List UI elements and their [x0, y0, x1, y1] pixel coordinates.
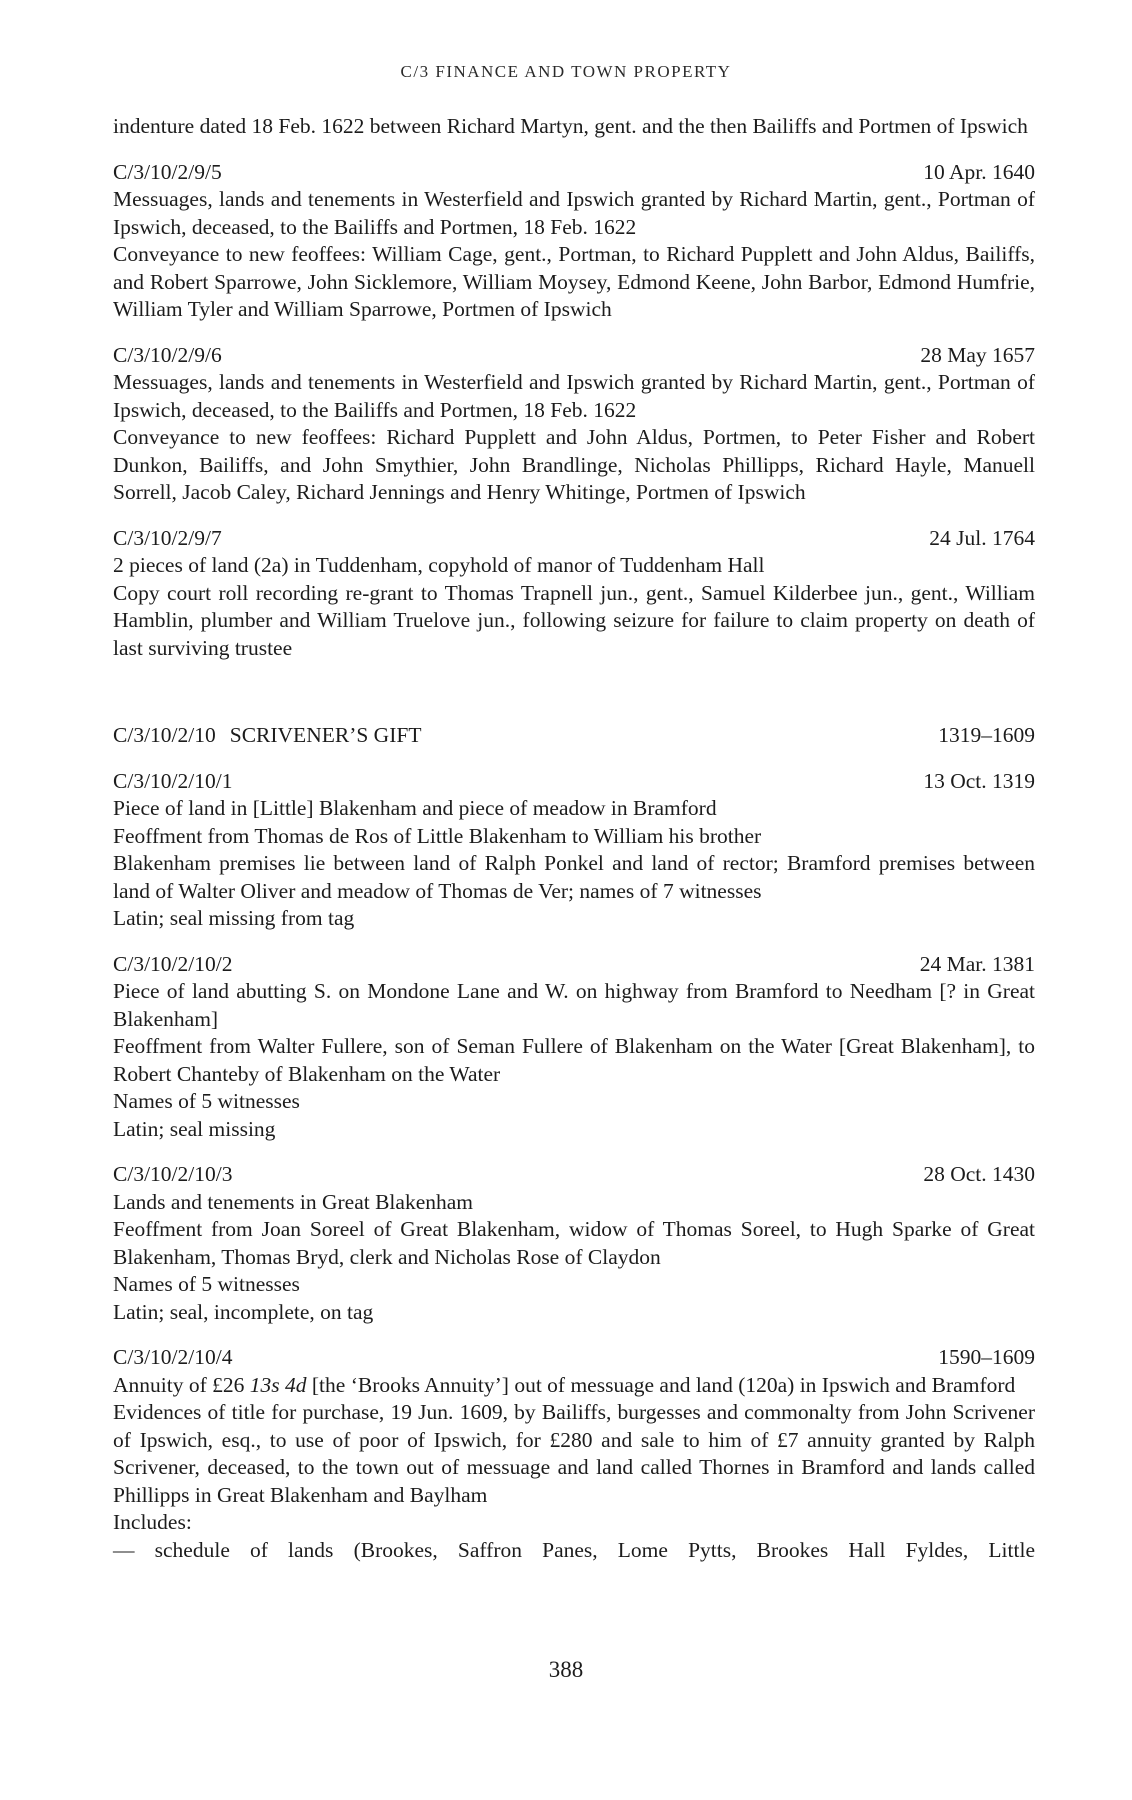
- entry-description: Conveyance to new feoffees: Richard Pupplett and John Aldus, Portmen, to Peter Fisher and Robert Dunkon, Bailiffs, and John Smythier, John Brandlinge, Nicholas Phillipps, Richard Hayle, Manuell Sorrell, Jacob Caley, Richard Jennings and Henry Whitinge, Portmen of Ipswich: [113, 425, 1035, 504]
- entry-date: 28 Oct. 1430: [923, 1162, 1035, 1186]
- entry-description: Evidences of title for purchase, 19 Jun. 1609, by Bailiffs, burgesses and commonalty from John Scrivener of Ipswich, esq., to use of poor of Ipswich, for £280 and sale to him of £7 annuity granted by Ralph Scrivener, deceased, to the town out of messuage and land called Thornes in Bramford and lands called Phillipps in Great Blakenham and Baylham: [113, 1400, 1035, 1507]
- page-number: 388: [548, 1657, 584, 1682]
- entry-description: Names of 5 witnesses: [113, 1089, 300, 1113]
- entry-date: 24 Mar. 1381: [919, 951, 1035, 976]
- entry-description: Latin; seal missing from tag: [113, 906, 355, 930]
- catalogue-entry: [113, 768, 1035, 933]
- entry-description: Conveyance to new feoffees: William Cage, gent., Portman, to Richard Pupplett and John Aldus, Bailiffs, and Robert Sparrowe, John Sicklemore, William Moysey, Edmond Keene, John Barbor, Edmond Humfrie, William Tyler and William Sparrowe, Portmen of Ipswich: [113, 242, 1035, 321]
- entry-header: [113, 951, 1035, 979]
- section-reference: C/3/10/2/10: [113, 723, 216, 747]
- catalogue-entry: [113, 1344, 1035, 1564]
- entry-description: [113, 1372, 1035, 1400]
- entry-description: Latin; seal, incomplete, on tag: [113, 1299, 374, 1324]
- entry-date: 24 Jul. 1764: [929, 525, 1035, 550]
- entry-schedule-item: — schedule of lands (Brookes, Saffron Panes, Lome Pytts, Brookes Hall Fyldes, Little: [113, 1537, 1035, 1562]
- section-heading: [113, 722, 421, 750]
- pence-value: 4d: [285, 1372, 307, 1397]
- entry-date: 1590–1609: [938, 1345, 1035, 1369]
- section-date-range: 1319–1609: [938, 723, 1035, 747]
- entry-description: Piece of land abutting S. on Mondone Lane and W. on highway from Bramford to Needham [? in Great Blakenham]: [113, 979, 1035, 1031]
- catalogue-entry: [113, 525, 1035, 663]
- entry-includes-label: Includes:: [113, 1510, 192, 1534]
- entry-description: Lands and tenements in Great Blakenham: [113, 1189, 474, 1214]
- entry-header: [113, 159, 1035, 187]
- entry-reference: C/3/10/2/10/4: [113, 1345, 233, 1369]
- catalogue-entry: [113, 159, 1035, 324]
- entry-header: [113, 342, 1035, 370]
- entry-description: Blakenham premises lie between land of Ralph Ponkel and land of rector; Bramford premises between land of Walter Oliver and meadow of Thomas de Ver; names of 7 witnesses: [113, 851, 1035, 903]
- intro-paragraph: indenture dated 18 Feb. 1622 between Richard Martyn, gent. and the then Bailiffs and Portmen of Ipswich: [113, 114, 1028, 138]
- entry-description: Copy court roll recording re-grant to Thomas Trapnell jun., gent., Samuel Kilderbee jun., gent., William Hamblin, plumber and William Truelove jun., following seizure for failure to claim property on death of last surviving trustee: [113, 580, 1035, 660]
- entry-description: Latin; seal missing: [113, 1116, 276, 1141]
- entry-date: 13 Oct. 1319: [923, 768, 1035, 793]
- entry-reference: C/3/10/2/10/2: [113, 951, 233, 976]
- entry-reference: C/3/10/2/9/5: [113, 159, 222, 184]
- entry-header: [113, 1344, 1035, 1372]
- page-content: [113, 113, 1035, 1564]
- section-title: SCRIVENER’S GIFT: [229, 723, 422, 747]
- entry-description: Feoffment from Thomas de Ros of Little Blakenham to William his brother: [113, 823, 762, 848]
- entry-header: [113, 1161, 1035, 1189]
- entry-reference: C/3/10/2/10/3: [113, 1162, 233, 1186]
- annuity-text: Annuity of £26: [113, 1372, 250, 1397]
- entry-reference: C/3/10/2/9/7: [113, 525, 222, 550]
- catalogue-entry: [113, 342, 1035, 507]
- entry-reference: C/3/10/2/10/1: [113, 768, 233, 793]
- entry-header: [113, 525, 1035, 553]
- catalogue-entry: [113, 951, 1035, 1144]
- entry-description: Piece of land in [Little] Blakenham and piece of meadow in Bramford: [113, 796, 717, 820]
- entry-description: Feoffment from Walter Fullere, son of Seman Fullere of Blakenham on the Water [Great Blakenham], to Robert Chanteby of Blakenham on the Water: [113, 1034, 1035, 1086]
- entry-description: Feoffment from Joan Soreel of Great Blakenham, widow of Thomas Soreel, to Hugh Sparke of Great Blakenham, Thomas Bryd, clerk and Nicholas Rose of Claydon: [113, 1217, 1035, 1269]
- entry-reference: C/3/10/2/9/6: [113, 342, 222, 367]
- shillings-value: 13s: [249, 1372, 280, 1397]
- entry-description: Messuages, lands and tenements in Westerfield and Ipswich granted by Richard Martin, gent., Portman of Ipswich, deceased, to the Bailiffs and Portmen, 18 Feb. 1622: [113, 187, 1035, 239]
- entry-header: [113, 768, 1035, 796]
- catalogue-entry: [113, 1161, 1035, 1326]
- entry-date: 10 Apr. 1640: [923, 159, 1035, 184]
- annuity-text-rest: [the ‘Brooks Annuity’] out of messuage and land (120a) in Ipswich and Bramford: [306, 1372, 1016, 1397]
- entry-date: 28 May 1657: [920, 342, 1035, 367]
- entry-description: 2 pieces of land (2a) in Tuddenham, copyhold of manor of Tuddenham Hall: [113, 553, 765, 577]
- section-header: [113, 722, 1035, 750]
- section-block: [113, 722, 1035, 750]
- running-head: C/3 FINANCE AND TOWN PROPERTY: [400, 62, 732, 81]
- entry-description: Messuages, lands and tenements in Westerfield and Ipswich granted by Richard Martin, gent., Portman of Ipswich, deceased, to the Bailiffs and Portmen, 18 Feb. 1622: [113, 370, 1035, 422]
- entry-description: Names of 5 witnesses: [113, 1272, 300, 1296]
